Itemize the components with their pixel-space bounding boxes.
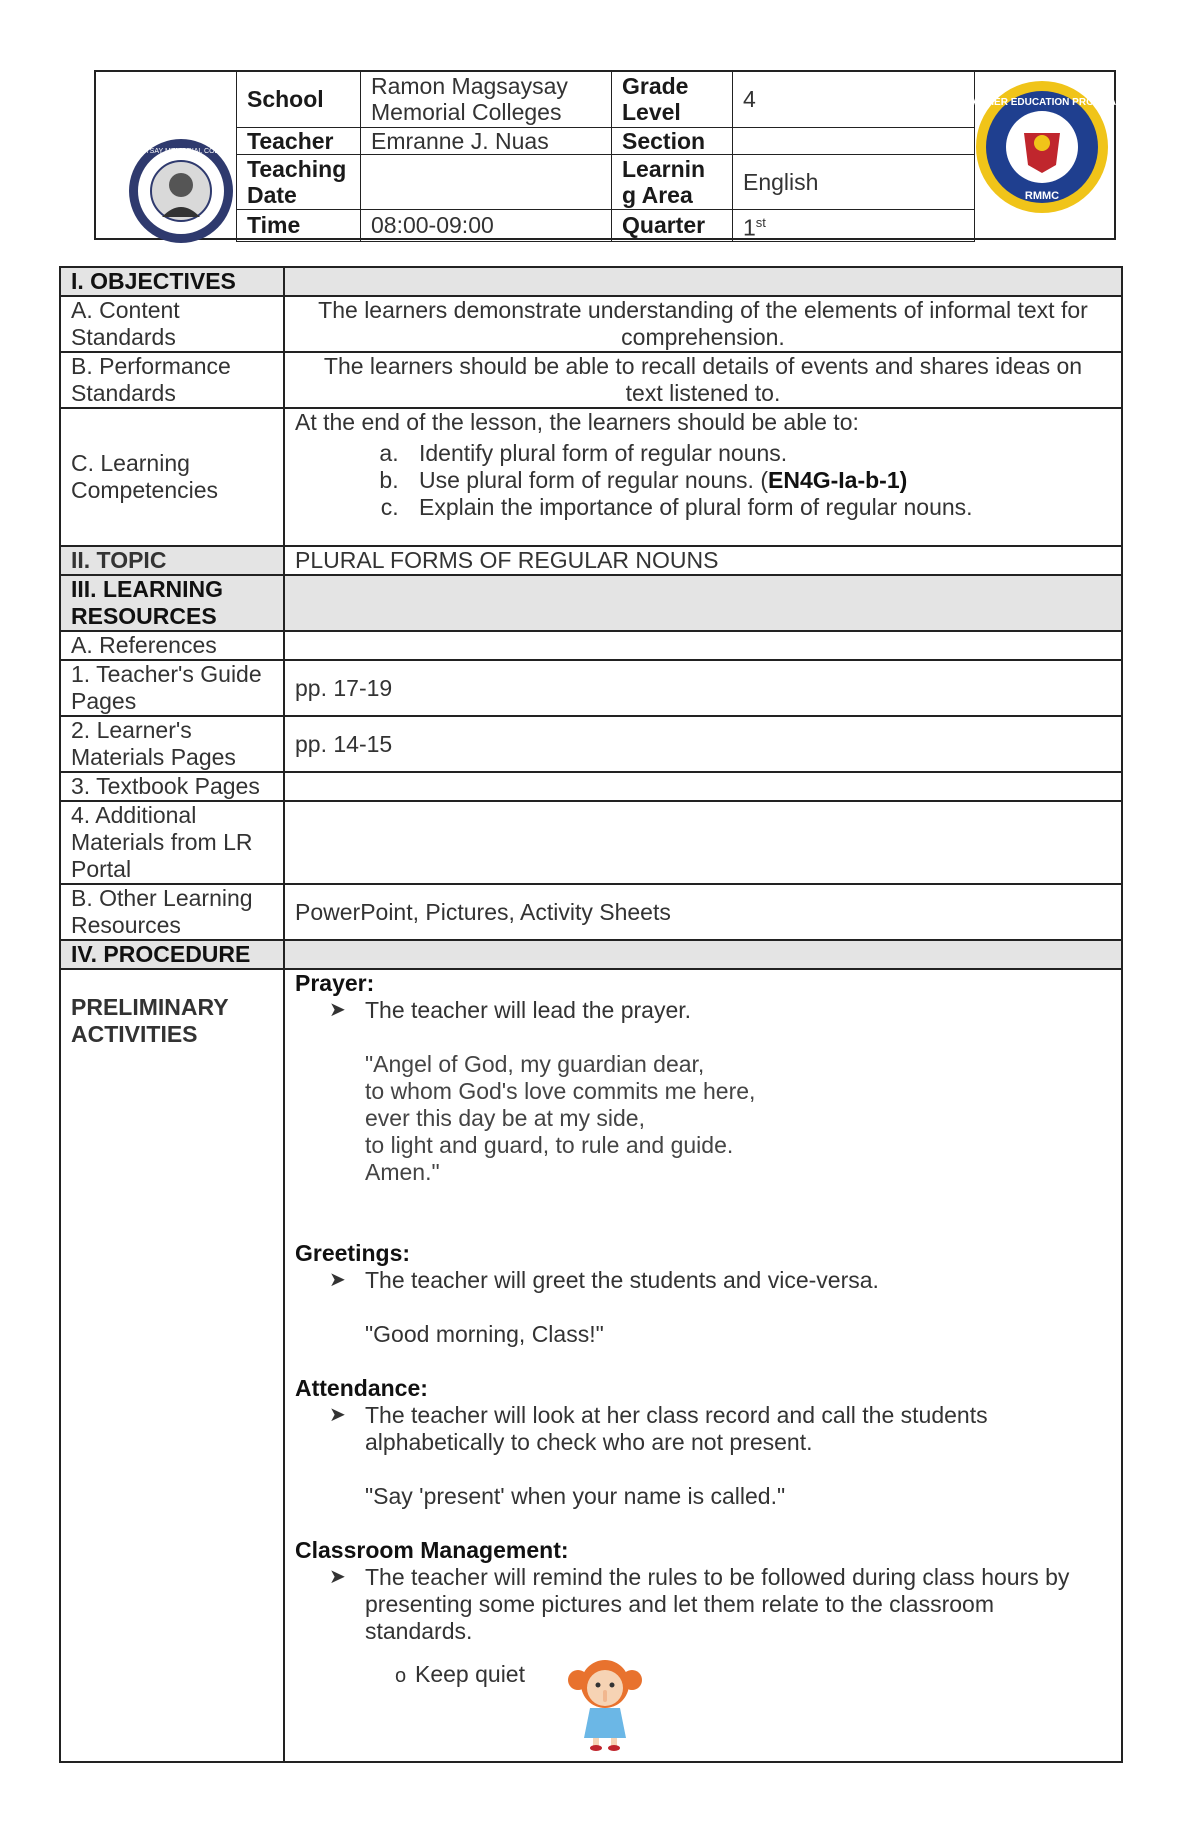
teaching-date-value (361, 155, 612, 210)
learners-materials-label: 2. Learner's Materials Pages (60, 716, 284, 772)
quarter-label: Quarter (612, 210, 733, 242)
area-label-line-2: g Area (622, 182, 693, 208)
competencies-intro: At the end of the lesson, the learners should be able to: (295, 409, 859, 435)
classroom-management-bullet: ➤ The teacher will remind the rules to be followed during class hours by presenting some pictures and let them relate to the classroom standards. (329, 1564, 1070, 1644)
grade-level-label (612, 71, 733, 128)
references-label: A. References (60, 631, 284, 660)
objectives-heading-row (60, 267, 1122, 296)
other-resources-label: B. Other Learning Resources (60, 884, 284, 940)
girl-keep-quiet-illustration (560, 1652, 650, 1752)
preliminary-activities-row (60, 969, 1122, 1762)
left-logo-text: MAGSAYSAY MEMORIAL COLLEGES (120, 148, 242, 155)
preliminary-activities-label: PRELIMINARY ACTIVITIES (60, 969, 284, 1762)
learning-competencies-row (60, 408, 1122, 546)
teachers-guide-pages: pp. 17-19 (284, 660, 1122, 716)
objectives-heading: I. OBJECTIVES (60, 267, 284, 296)
learners-materials-pages: pp. 14-15 (284, 716, 1122, 772)
attendance-heading: Attendance: (295, 1375, 428, 1401)
classroom-management-heading: Classroom Management: (295, 1537, 569, 1563)
teacher-education-program-logo (959, 77, 1125, 217)
competency-a: a. Identify plural form of regular nouns. (405, 440, 1111, 467)
content-standards-row (60, 296, 1122, 352)
competency-c: c. Explain the importance of plural form of regular nouns. (405, 494, 1111, 521)
arrow-bullet-icon: ➤ (329, 1566, 346, 1588)
date-label-line-1: Teaching (247, 156, 347, 182)
teachers-guide-label: 1. Teacher's Guide Pages (60, 660, 284, 716)
attendance-quote: "Say 'present' when your name is called." (365, 1483, 786, 1509)
performance-standards-text: The learners should be able to recall details of events and shares ideas on text listened to. (284, 352, 1122, 408)
learners-materials-row (60, 716, 1122, 772)
textbook-pages-label: 3. Textbook Pages (60, 772, 284, 801)
additional-materials-row (60, 801, 1122, 884)
quarter-suffix: st (755, 215, 766, 230)
arrow-bullet-icon: ➤ (329, 1404, 346, 1426)
textbook-pages-row (60, 772, 1122, 801)
competency-code: EN4G-Ia-b-1) (768, 467, 908, 493)
performance-standards-label: B. Performance Standards (60, 352, 284, 408)
school-seal-logo (106, 137, 256, 245)
preliminary-activities-content (284, 969, 1122, 1762)
circle-bullet-icon: o (395, 1665, 407, 1687)
school-name-line-1: Ramon Magsaysay (371, 73, 568, 99)
learning-area-label (612, 155, 733, 210)
greetings-bullet: ➤ The teacher will greet the students and vice-versa. (329, 1267, 879, 1293)
other-resources-value: PowerPoint, Pictures, Activity Sheets (284, 884, 1122, 940)
competencies-list (295, 440, 1111, 521)
attendance-bullet: ➤ The teacher will look at her class record and call the students alphabetically to check who are not present. (329, 1402, 988, 1455)
teachers-guide-row (60, 660, 1122, 716)
learning-competencies-label: C. Learning Competencies (60, 408, 284, 546)
lesson-plan-header (94, 70, 1125, 241)
competency-b: b. Use plural form of regular nouns. (EN4G-Ia-b-1) (405, 467, 1111, 494)
quarter-number: 1 (743, 214, 756, 241)
teacher-label: Teacher (237, 128, 361, 155)
school-value (361, 71, 612, 128)
school-label: School (237, 71, 361, 128)
quarter-value (733, 210, 975, 242)
prayer-bullet: ➤ The teacher will lead the prayer. (329, 997, 692, 1023)
prayer-text: "Angel of God, my guardian dear, to whom God's love commits me here, ever this day be at my side, to light and guard, to rule and guide. Amen." (365, 1051, 756, 1185)
section-label: Section (612, 128, 733, 155)
greetings-heading: Greetings: (295, 1240, 411, 1266)
procedure-heading-row (60, 940, 1122, 969)
content-standards-text: The learners demonstrate understanding of the elements of informal text for comprehension. (284, 296, 1122, 352)
school-name-line-2: Memorial Colleges (371, 99, 562, 125)
time-label: Time (237, 210, 361, 242)
procedure-heading: IV. PROCEDURE (60, 940, 284, 969)
learning-area-value: English (733, 155, 975, 210)
arrow-bullet-icon: ➤ (329, 1269, 346, 1291)
learning-resources-heading: III. LEARNING RESOURCES (60, 575, 284, 631)
lesson-plan-table (59, 266, 1123, 1763)
performance-standards-row (60, 352, 1122, 408)
lesson-info-table (236, 70, 975, 242)
topic-heading: II. TOPIC (60, 546, 284, 575)
classroom-rule-item: o Keep quiet (295, 1661, 1111, 1688)
date-label-line-2: Date (247, 182, 297, 208)
other-resources-row (60, 884, 1122, 940)
right-logo-bottom-text: RMMC (1024, 190, 1060, 202)
teacher-value: Emranne J. Nuas (361, 128, 612, 155)
content-standards-label: A. Content Standards (60, 296, 284, 352)
arrow-bullet-icon: ➤ (329, 999, 346, 1021)
grade-label-line-1: Grade (622, 73, 689, 99)
learning-resources-heading-row (60, 575, 1122, 631)
references-row (60, 631, 1122, 660)
teaching-date-label (237, 155, 361, 210)
grade-level-value: 4 (733, 71, 975, 128)
right-logo-text: TEACHER EDUCATION PROGRAM (959, 97, 1125, 108)
greetings-quote: "Good morning, Class!" (365, 1321, 604, 1347)
time-value: 08:00-09:00 (361, 210, 612, 242)
learning-competencies-text (284, 408, 1122, 546)
area-label-line-1: Learnin (622, 156, 706, 182)
grade-label-line-2: Level (622, 99, 681, 125)
prayer-heading: Prayer: (295, 970, 375, 996)
topic-value: PLURAL FORMS OF REGULAR NOUNS (284, 546, 1122, 575)
topic-row (60, 546, 1122, 575)
additional-materials-label: 4. Additional Materials from LR Portal (60, 801, 284, 884)
section-value (733, 128, 975, 155)
